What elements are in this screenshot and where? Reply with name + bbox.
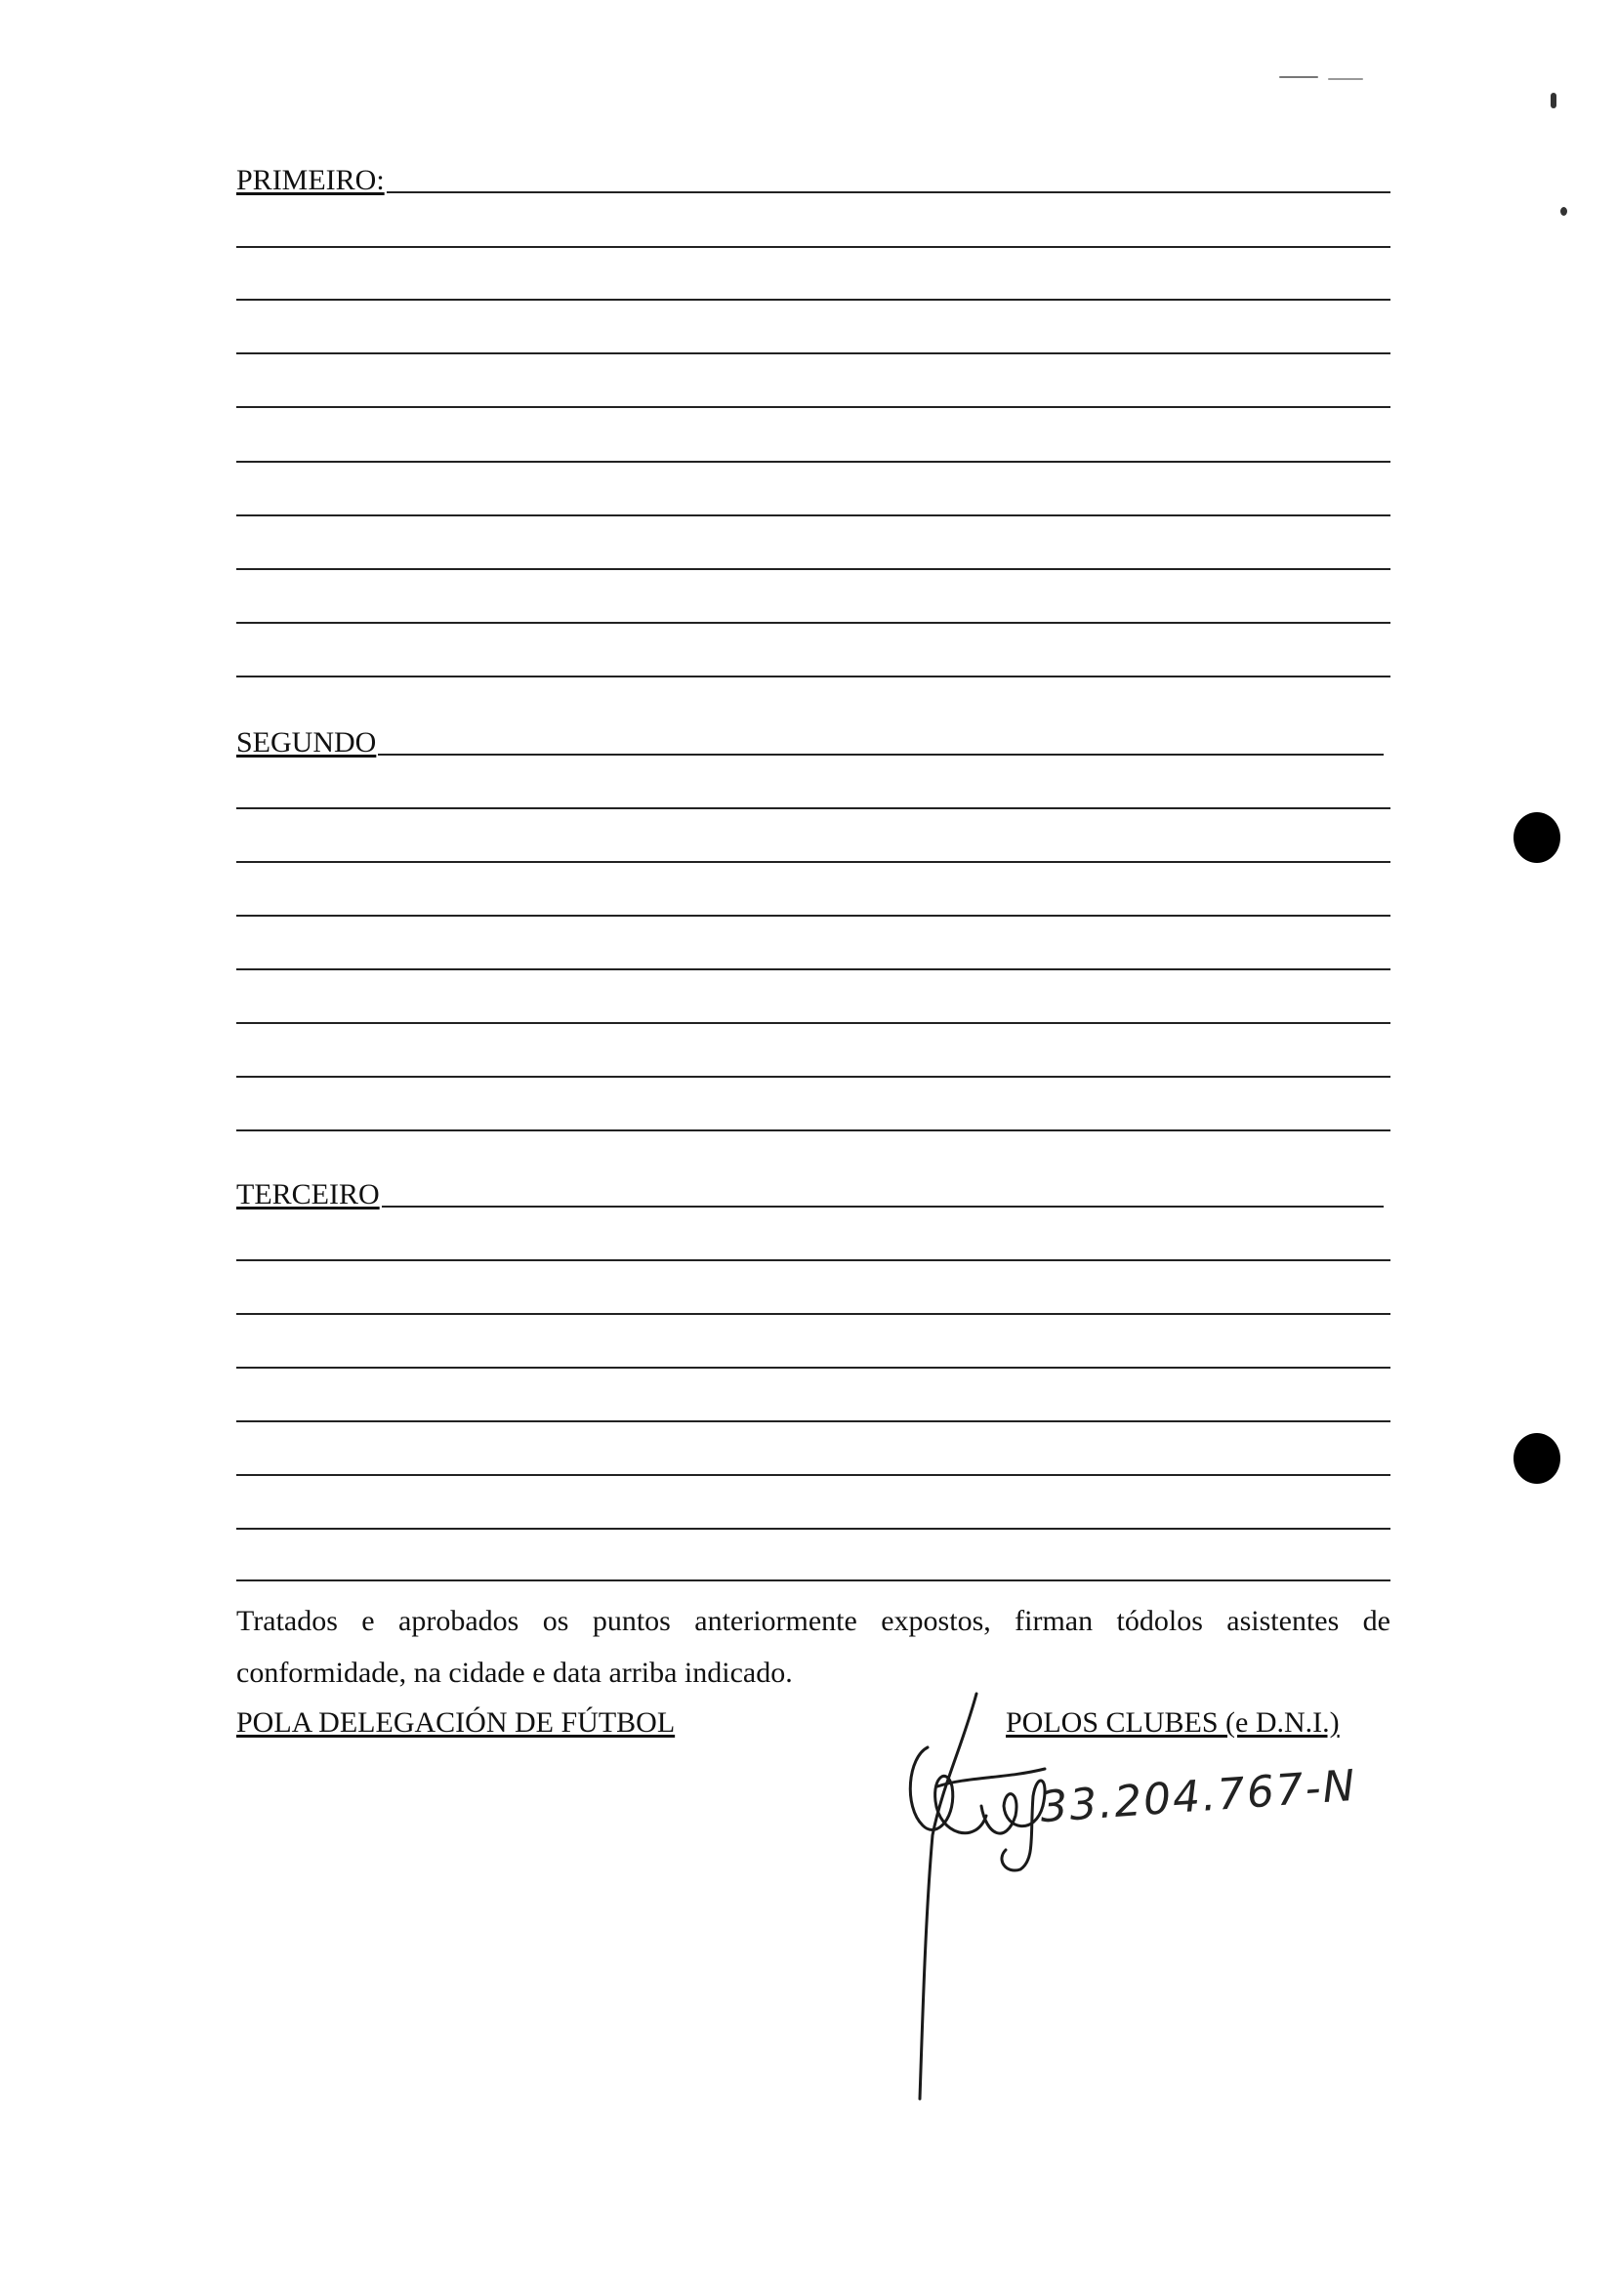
signature-heading-delegacion: POLA DELEGACIÓN DE FÚTBOL: [236, 1706, 676, 1739]
punch-hole-upper: [1513, 812, 1560, 863]
scan-speck: [1279, 76, 1318, 78]
section-label-primeiro: PRIMEIRO:: [236, 164, 385, 196]
scan-speck: [1551, 93, 1556, 108]
closing-paragraph: Tratados e aprobados os puntos anteriormente expostos, firman tódolos asistentes de conformidade, na cidade e data arriba indicado.: [236, 1605, 1390, 1689]
scan-speck: [1560, 207, 1567, 216]
section-label-terceiro: TERCEIRO: [236, 1178, 380, 1210]
section-label-segundo: SEGUNDO: [236, 726, 377, 758]
scan-speck: [1328, 78, 1363, 80]
signature-heading-clubes: POLOS CLUBES (e D.N.I.): [1006, 1706, 1340, 1739]
punch-hole-lower: [1513, 1433, 1560, 1484]
dni-handwritten: 33.204.767-N: [1038, 1760, 1359, 1833]
